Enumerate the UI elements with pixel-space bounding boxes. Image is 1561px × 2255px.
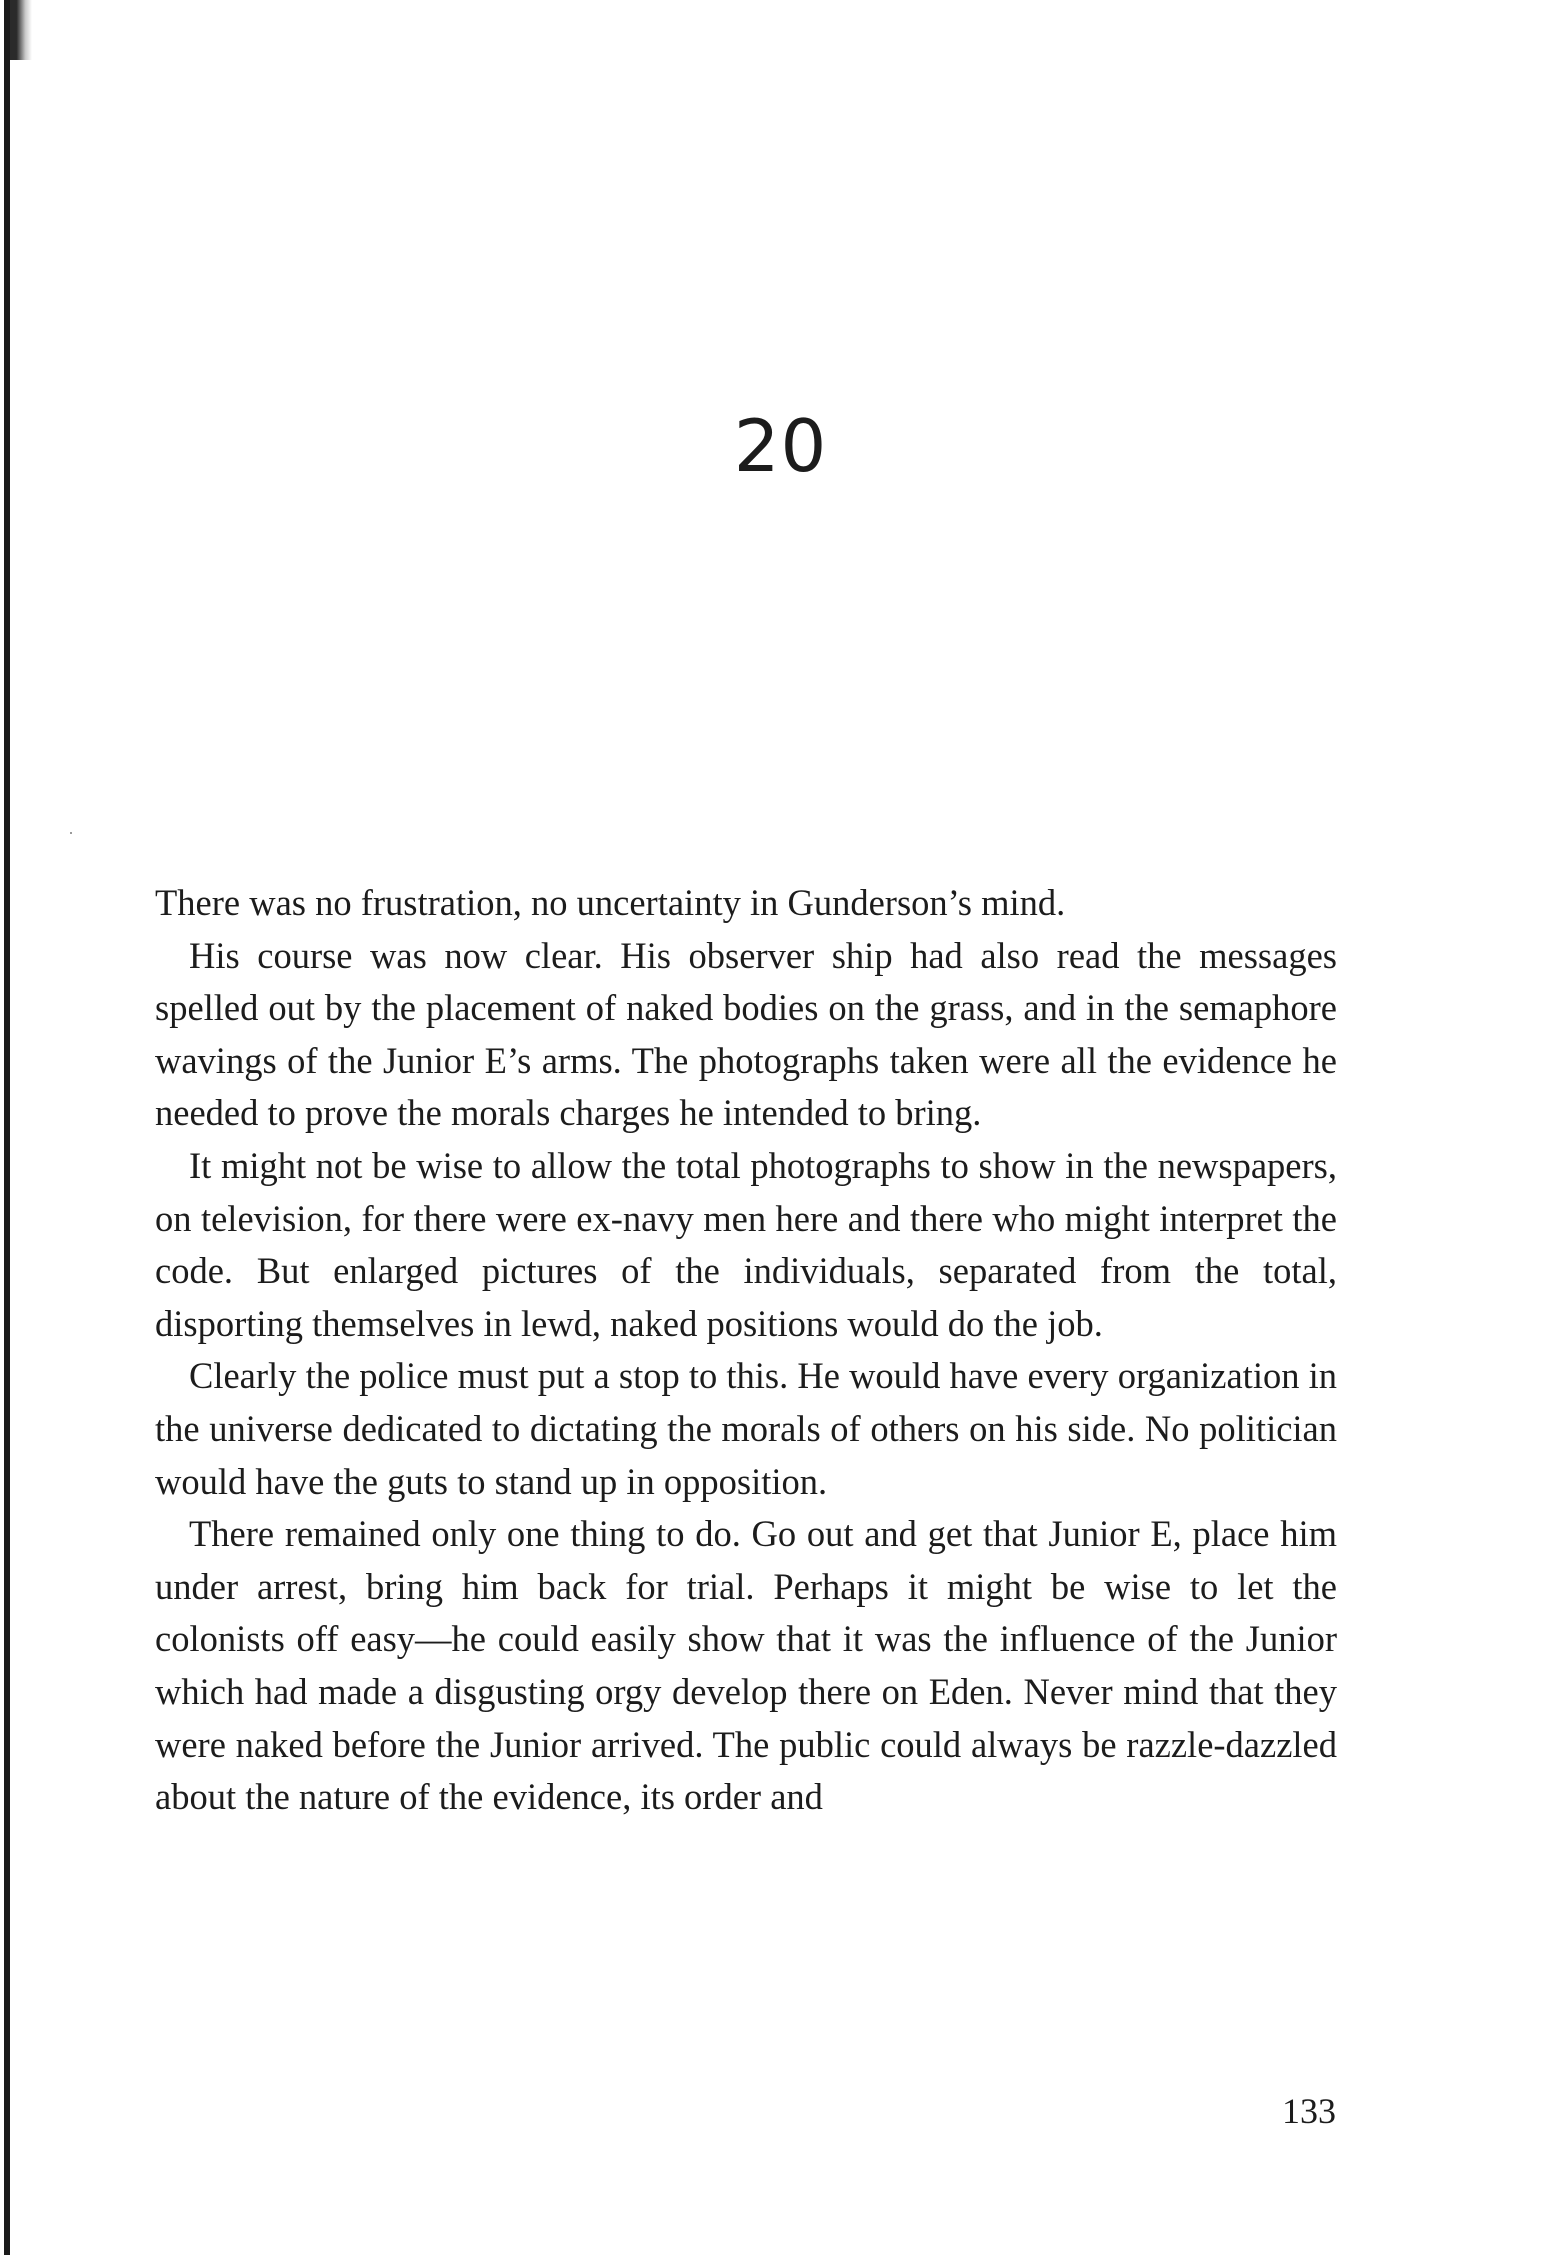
scan-speck (70, 832, 72, 834)
paragraph-2: His course was now clear. His observer ship had also read the messages spelled out by the placement of naked bodies on the grass, and in the semaphore wavings of the Junior E’s arms. The photographs taken were all the evidence he needed to prove the morals charges he intended to bring. (155, 934, 1337, 1134)
chapter-body-text (155, 877, 1337, 1824)
paragraph-4: Clearly the police must put a stop to this. He would have every organization in the universe dedicated to dictating the morals of others on his side. No politician would have the guts to stand up in opposition. (155, 1355, 1337, 1502)
page-binding-edge (4, 0, 10, 2255)
page-number: 133 (1282, 2091, 1336, 2131)
paragraph-1: There was no frustration, no uncertainty in Gunderson’s mind. (155, 882, 1066, 923)
paragraph-5: There remained only one thing to do. Go out and get that Junior E, place him under arrest, bring him back for trial. Perhaps it might be wise to let the colonists off easy—he could easily show that it was the influence of the Junior which had made a disgusting orgy develop there on Eden. Never mind that they were naked before the Junior arrived. The public could always be razzle-dazzled about the nature of the evidence, its order and (155, 1513, 1337, 1818)
paragraph-3: It might not be wise to allow the total photographs to show in the newspapers, on television, for there were ex-navy men here and there who might interpret the code. But enlarged pictures of the individuals, separated from the total, disporting themselves in lewd, naked positions would do the job. (155, 1144, 1337, 1344)
chapter-number: 20 (733, 404, 828, 488)
binding-shadow (10, 0, 32, 60)
